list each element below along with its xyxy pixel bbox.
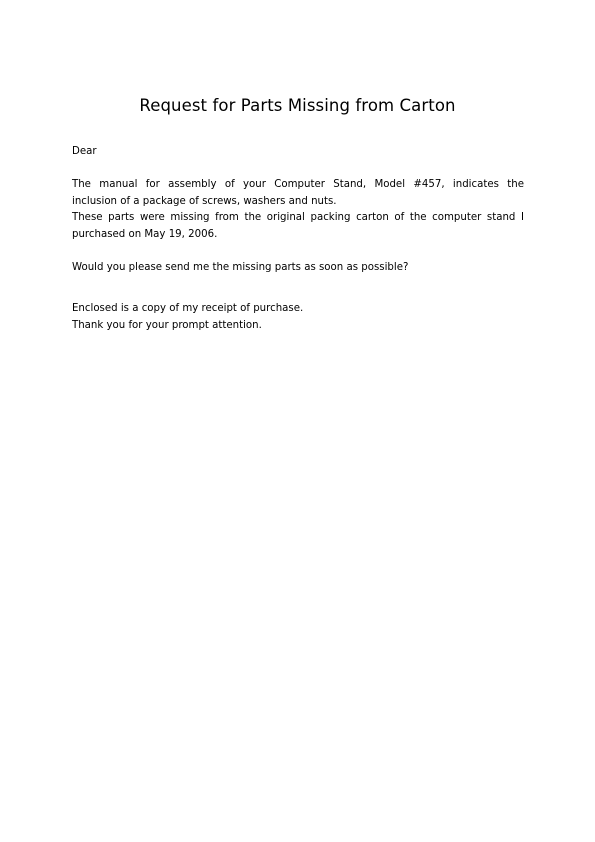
paragraph-3-line-2: Thank you for your prompt attention. [72, 319, 262, 331]
paragraph-1-line-2: inclusion of a package of screws, washers and nuts. [72, 195, 337, 207]
paragraph-3-line-1: Enclosed is a copy of my receipt of purchase. [72, 303, 304, 314]
paragraph-2: Would you please send me the missing parts as soon as possible? [72, 261, 409, 273]
paragraph-1-line-4: purchased on May 19, 2006. [72, 228, 218, 240]
page-title: Request for Parts Missing from Carton [139, 96, 456, 115]
salutation: Dear [72, 146, 97, 157]
paragraph-1-line-1: The manual for assembly of your Computer Stand, Model #457, indicates the [72, 179, 524, 190]
paragraph-1-line-3: These parts were missing from the original packing carton of the computer stand I [72, 212, 524, 223]
